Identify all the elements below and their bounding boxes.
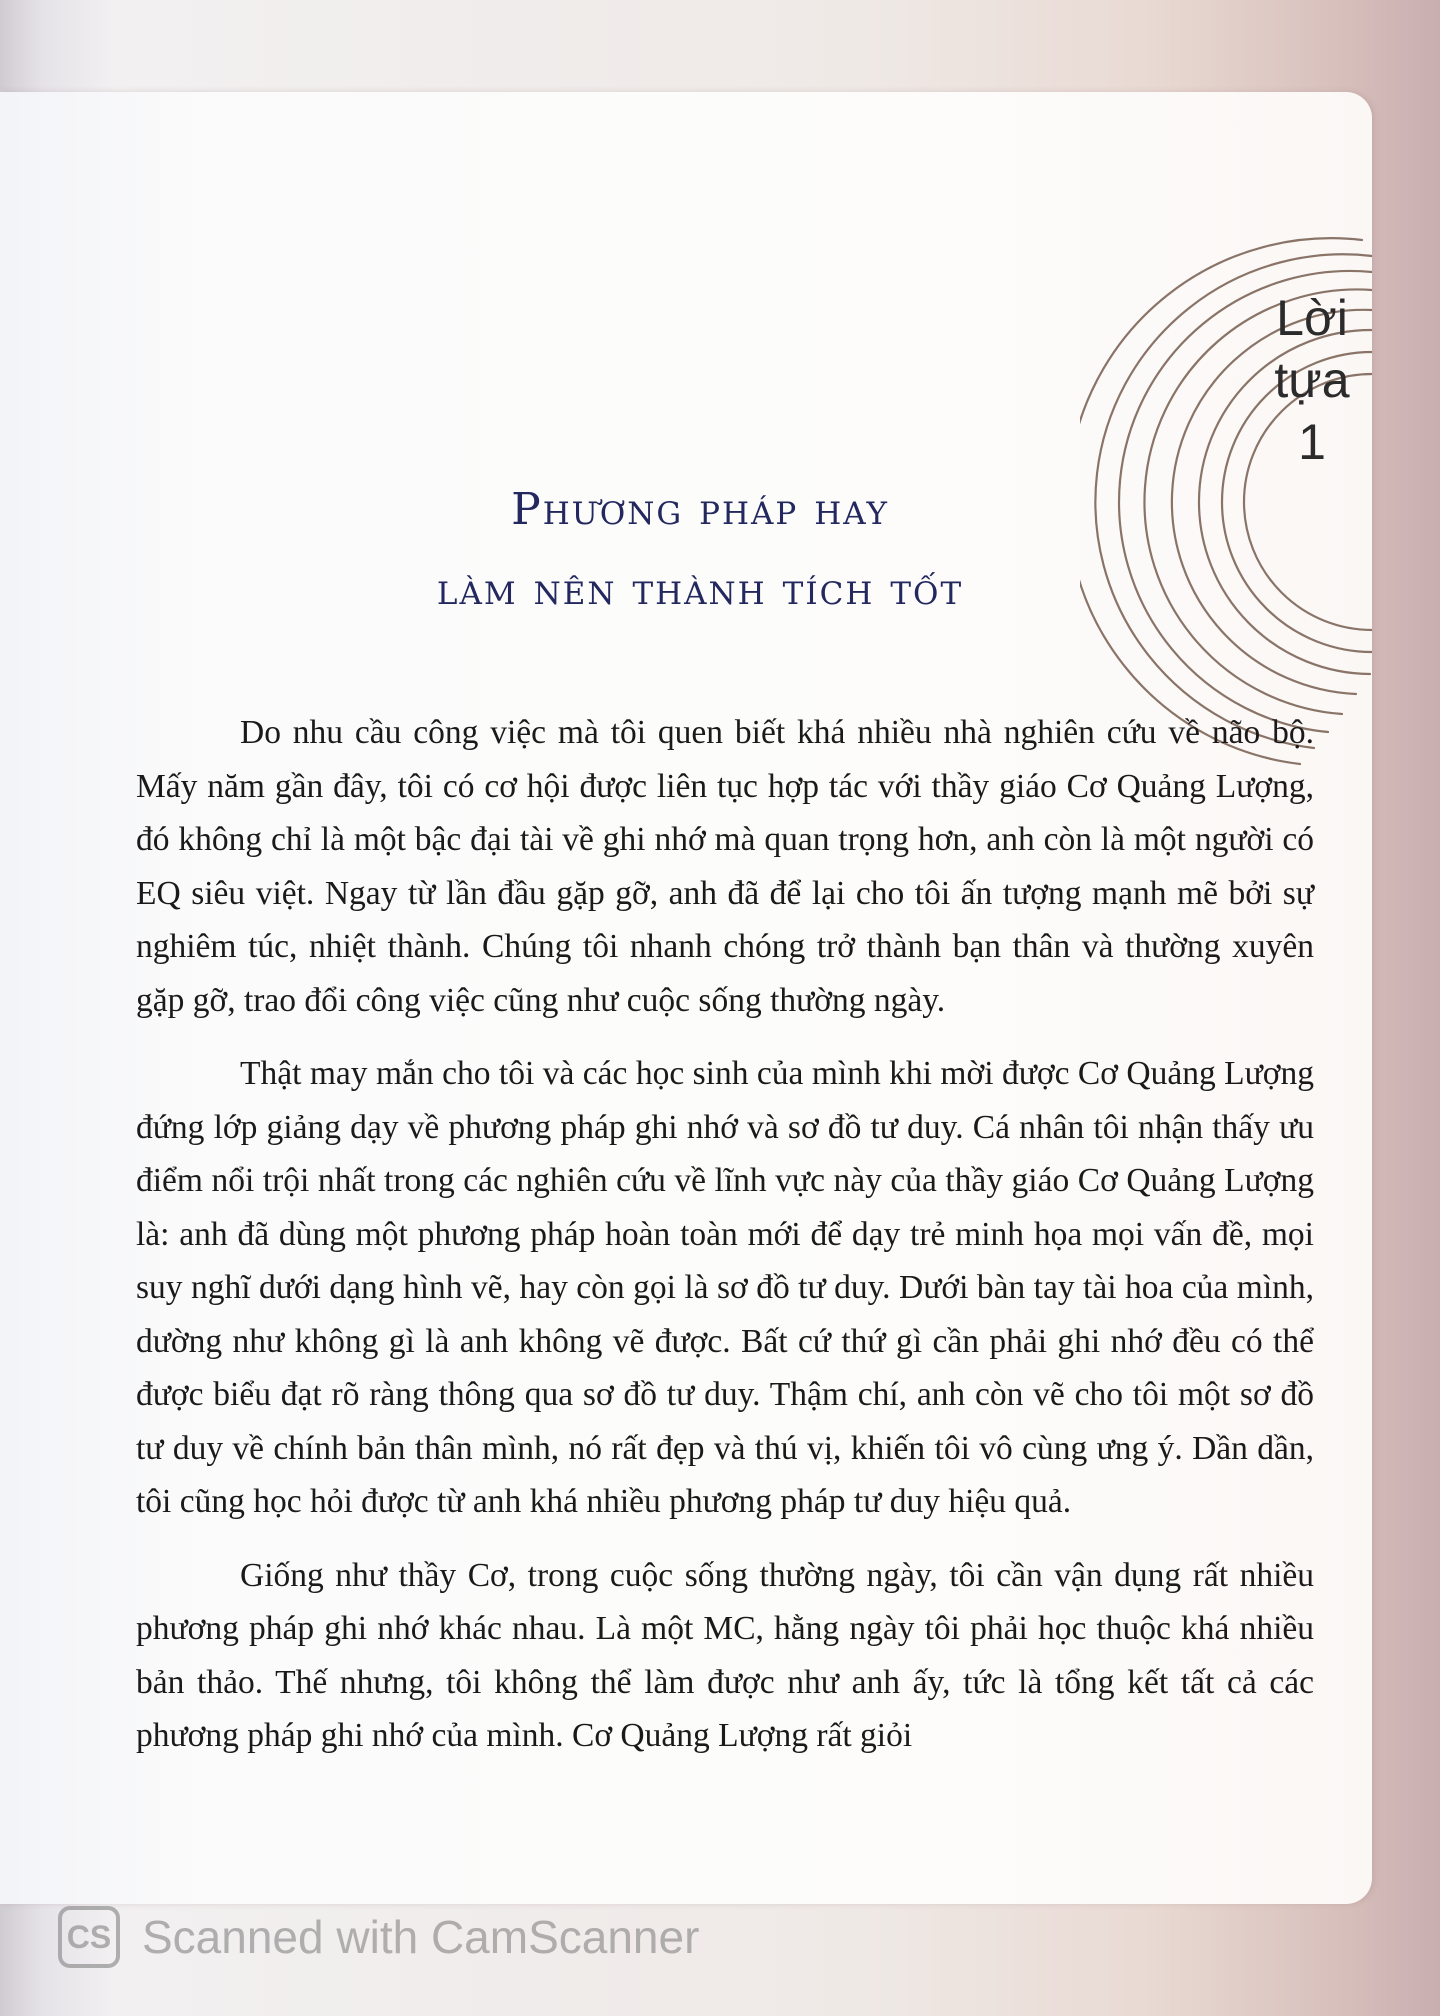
chapter-tab (1252, 287, 1372, 487)
paragraph: Thật may mắn cho tôi và các học sinh của mình khi mời được Cơ Quảng Lượng đứng lớp giảng dạy về phương pháp ghi nhớ và sơ đồ tư duy. Cá nhân tôi nhận thấy ưu điểm nổi trội nhất trong các nghiên cứu về lĩnh vực này của thầy giáo Cơ Quảng Lượng là: anh đã dùng một phương pháp hoàn toàn mới để dạy trẻ minh họa mọi vấn đề, mọi suy nghĩ dưới dạng hình vẽ, hay còn gọi là sơ đồ tư duy. Dưới bàn tay tài hoa của mình, dường như không gì là anh không vẽ được. Bất cứ thứ gì cần phải ghi nhớ đều có thể được biểu đạt rõ ràng thông qua sơ đồ tư duy. Thậm chí, anh còn vẽ cho tôi một sơ đồ tư duy về chính bản thân mình, nó rất đẹp và thú vị, khiến tôi vô cùng ưng ý. Dần dần, tôi cũng học hỏi được từ anh khá nhiều phương pháp tư duy hiệu quả. (136, 1055, 1314, 1520)
paragraph: Giống như thầy Cơ, trong cuộc sống thường ngày, tôi cần vận dụng rất nhiều phương pháp ghi nhớ khác nhau. Là một MC, hằng ngày tôi phải học thuộc khá nhiều bản thảo. Thế nhưng, tôi không thể làm được như anh ấy, tức là tổng kết tất cả các phương pháp ghi nhớ của mình. Cơ Quảng Lượng rất giỏi (136, 1556, 1314, 1754)
chapter-title (260, 470, 1140, 630)
paragraph: Do nhu cầu công việc mà tôi quen biết khá nhiều nhà nghiên cứu về não bộ. Mấy năm gần đây, tôi có cơ hội được liên tục hợp tác với thầy giáo Cơ Quảng Lượng, đó không chỉ là một bậc đại tài về ghi nhớ mà quan trọng hơn, anh còn là một người có EQ siêu việt. Ngay từ lần đầu gặp gỡ, anh đã để lại cho tôi ấn tượng mạnh mẽ bởi sự nghiêm túc, nhiệt thành. Chúng tôi nhanh chóng trở thành bạn thân và thường xuyên gặp gỡ, trao đổi công việc cũng như cuộc sống thường ngày. (136, 714, 1314, 1019)
chapter-title-line1: Phương pháp hay (511, 484, 889, 535)
camscanner-logo-icon: CS (58, 1906, 120, 1968)
chapter-tab-number: 1 (1298, 414, 1326, 470)
scanner-watermark (58, 1906, 699, 1968)
body-text (136, 706, 1314, 1783)
chapter-title-line2: làm nên thành tích tốt (436, 564, 964, 615)
chapter-tab-line1: Lời (1276, 290, 1348, 346)
chapter-tab-line2: tựa (1274, 352, 1350, 408)
watermark-text: Scanned with CamScanner (142, 1911, 700, 1963)
